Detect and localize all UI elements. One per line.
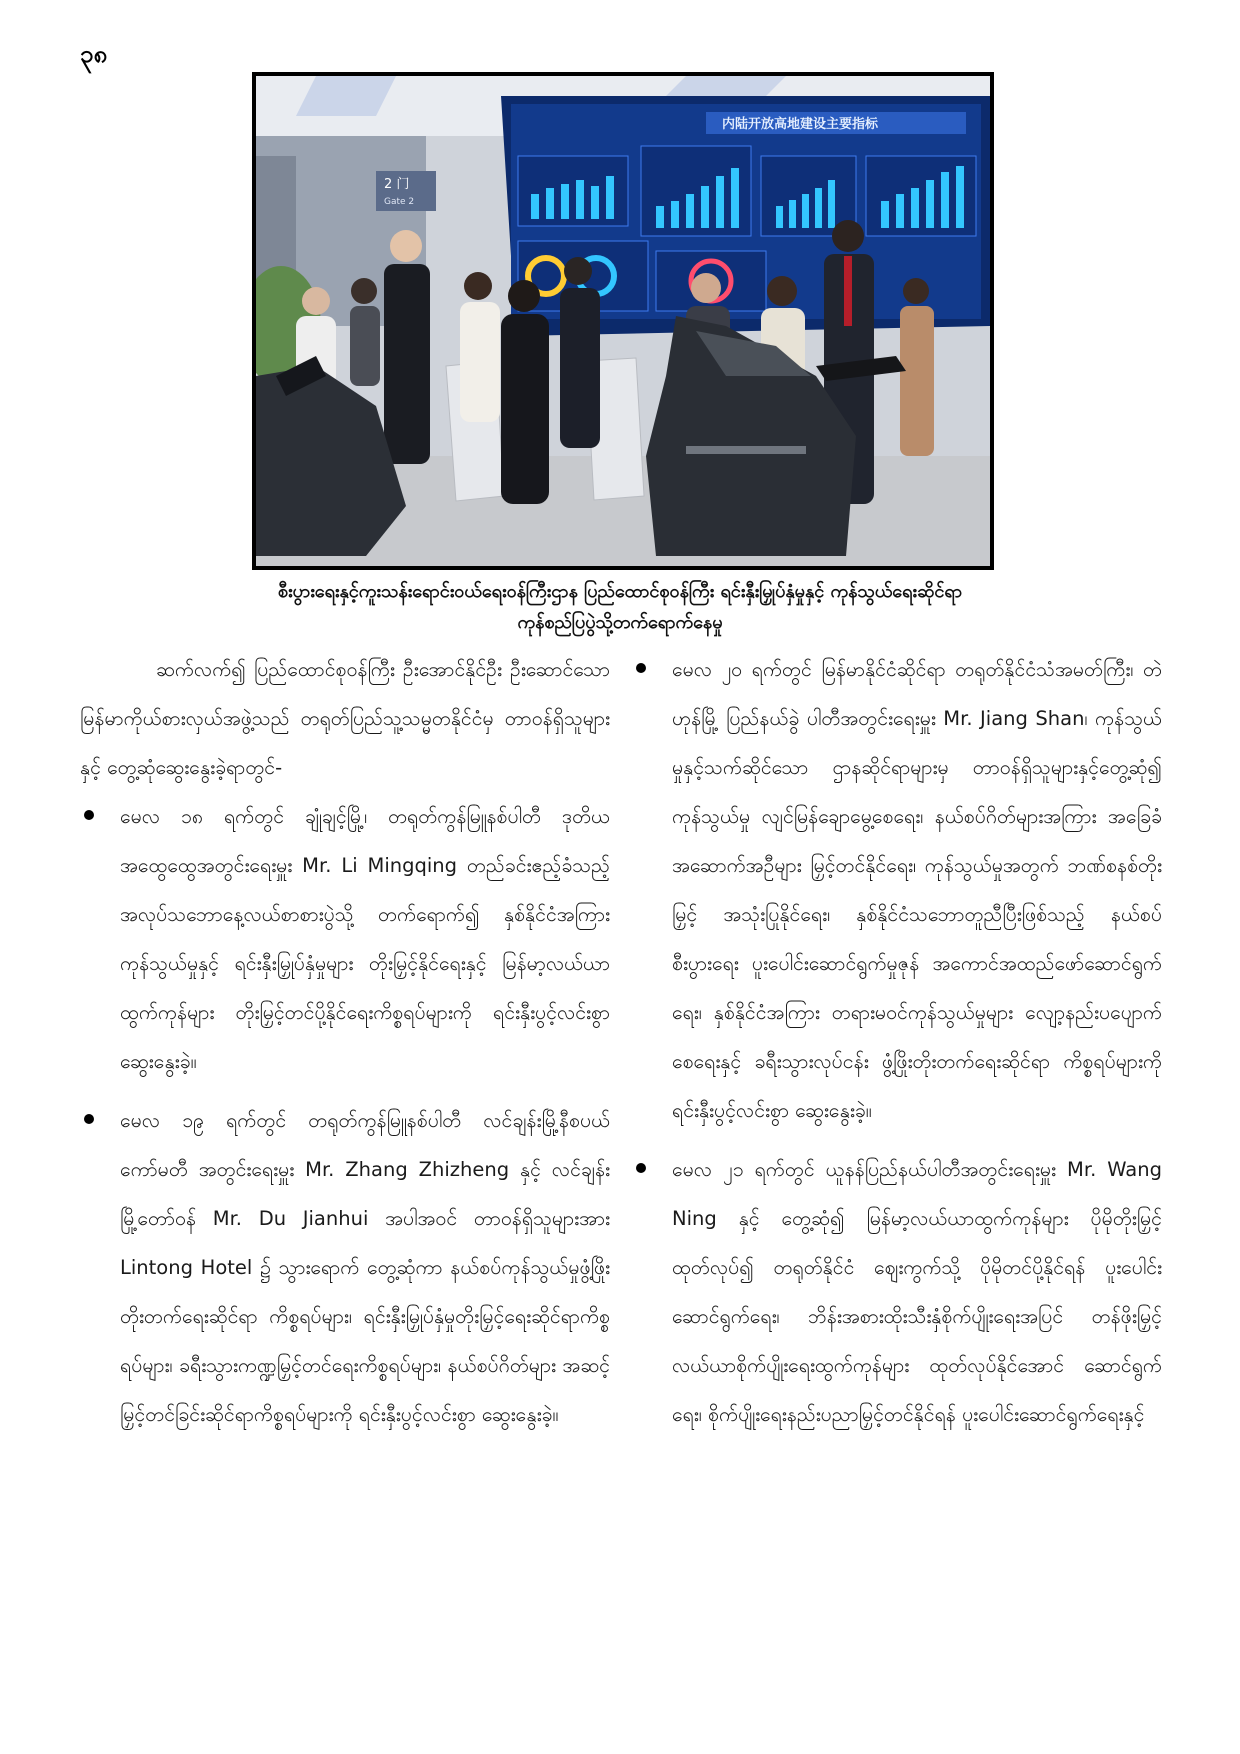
bullet-icon	[636, 1163, 646, 1173]
photo-caption	[150, 576, 1090, 638]
news-photo	[252, 72, 994, 570]
right-column	[632, 645, 1162, 1449]
list-item	[632, 645, 1162, 1135]
bullet-icon	[84, 1114, 94, 1124]
list-item-text: မေလ ၁၈ ရက်တွင် ချုံချင့်မြို့၊ တရုတ်ကွန်မြူနစ်ပါတီ ဒုတိယအထွေထွေအတွင်းရေးမှူး Mr. Li Mingqing တည်ခင်းဧည့်ခံသည့် အလုပ်သဘောနေ့လယ်စာစားပွဲသို့ တက်ရောက်၍ နှစ်နိုင်ငံအကြား ကုန်သွယ်မှုနှင့် ရင်းနှီးမြှုပ်နှံမှုများ တိုးမြှင့်နိုင်ရေးနှင့် မြန်မာ့လယ်ယာထွက်ကုန်များ တိုးမြှင့်တင်ပို့နိုင်ရေးကိစ္စရပ်များကို ရင်းနှီးပွင့်လင်းစွာ ဆွေးနွေးခဲ့။	[120, 805, 610, 1073]
list-item-text: မေလ ၁၉ ရက်တွင် တရုတ်ကွန်မြူနစ်ပါတီ လင်ချန်းမြို့နီစပယ်ကော်မတီ အတွင်းရေးမှူး Mr. Zhang Zhizheng နှင့် လင်ချန်းမြို့တော်ဝန် Mr. Du Jianhui အပါအဝင် တာဝန်ရှိသူများအား Lintong Hotel ၌ သွားရောက် တွေ့ဆုံကာ နယ်စပ်ကုန်သွယ်မှုဖွံ့ဖြိုးတိုးတက်ရေးဆိုင်ရာ ကိစ္စရပ်များ၊ ရင်းနှီးမြှုပ်နှံမှုတိုးမြှင့်ရေးဆိုင်ရာကိစ္စရပ်များ၊ ခရီးသွားကဏ္ဍမြှင့်တင်ရေးကိစ္စရပ်များ၊ နယ်စပ်ဂိတ်များ အဆင့်မြှင့်တင်ခြင်းဆိုင်ရာကိစ္စရပ်များကို ရင်းနှီးပွင့်လင်းစွာ ဆွေးနွေးခဲ့။	[120, 1109, 610, 1426]
list-item	[80, 792, 610, 1086]
exhibition-photo-illustration	[256, 76, 990, 566]
bullet-icon	[636, 663, 646, 673]
list-item	[80, 1096, 610, 1439]
bullet-icon	[84, 810, 94, 820]
left-bullet-list	[80, 792, 610, 1439]
caption-line-1: စီးပွားရေးနှင့်ကူးသန်းရောင်းဝယ်ရေးဝန်ကြီးဌာန ပြည်ထောင်စုဝန်ကြီး ရင်းနှီးမြှုပ်နှံမှုနှင့် ကုန်သွယ်ရေးဆိုင်ရာ	[277, 581, 963, 602]
left-column	[80, 645, 610, 1449]
intro-paragraph: ဆက်လက်၍ ပြည်ထောင်စုဝန်ကြီး ဦးအောင်နိုင်ဦး ဦးဆောင်သော မြန်မာကိုယ်စားလှယ်အဖွဲ့သည် တရုတ်ပြည်သူ့သမ္မတနိုင်ငံမှ တာဝန်ရှိသူများနှင့် တွေ့ဆုံဆွေးနွေးခဲ့ရာတွင်-	[80, 658, 610, 779]
list-item-text: မေလ ၂၁ ရက်တွင် ယူနန်ပြည်နယ်ပါတီအတွင်းရေးမှူး Mr. Wang Ning နှင့် တွေ့ဆုံ၍ မြန်မာ့လယ်ယာထွက်ကုန်များ ပိုမိုတိုးမြှင့်ထုတ်လုပ်၍ တရုတ်နိုင်ငံ ဈေးကွက်သို့ ပိုမိုတင်ပို့နိုင်ရန် ပူးပေါင်းဆောင်ရွက်ရေး၊ ဘိန်းအစားထိုးသီးနှံစိုက်ပျိုးရေးအပြင် တန်ဖိုးမြှင့်လယ်ယာစိုက်ပျိုးရေးထွက်ကုန်များ ထုတ်လုပ်နိုင်အောင် ဆောင်ရွက်ရေး၊ စိုက်ပျိုးရေးနည်းပညာမြှင့်တင်နိုင်ရန် ပူးပေါင်းဆောင်ရွက်ရေးနှင့်	[672, 1158, 1162, 1426]
gate-sub-label: Gate 2	[384, 197, 415, 207]
screen-title: 内陆开放高地建设主要指标	[722, 117, 879, 132]
right-bullet-list	[632, 645, 1162, 1439]
caption-line-2: ကုန်စည်ပြပွဲသို့တက်ရောက်နေမှု	[517, 612, 723, 633]
gate-label: 2 门	[384, 177, 410, 192]
list-item-text: မေလ ၂၀ ရက်တွင် မြန်မာနိုင်ငံဆိုင်ရာ တရုတ်နိုင်ငံသံအမတ်ကြီး၊ တဲဟုန်မြို့ ပြည်နယ်ခွဲ ပါတီအတွင်းရေးမှူး Mr. Jiang Shan၊ ကုန်သွယ်မှုနှင့်သက်ဆိုင်သော ဌာနဆိုင်ရာများမှ တာဝန်ရှိသူများနှင့်တွေ့ဆုံ၍ ကုန်သွယ်မှု လျင်မြန်ချောမွေ့စေရေး၊ နယ်စပ်ဂိတ်များအကြား အခြေခံအဆောက်အဦများ မြှင့်တင်နိုင်ရေး၊ ကုန်သွယ်မှုအတွက် ဘဏ်စနစ်တိုးမြှင့် အသုံးပြုနိုင်ရေး၊ နှစ်နိုင်ငံသဘောတူညီပြီးဖြစ်သည့် နယ်စပ်စီးပွားရေး ပူးပေါင်းဆောင်ရွက်မှုဇုန် အကောင်အထည်ဖော်ဆောင်ရွက်ရေး၊ နှစ်နိုင်ငံအကြား တရားမဝင်ကုန်သွယ်မှုများ လျော့နည်းပပျောက်စေရေးနှင့် ခရီးသွားလုပ်ငန်း ဖွံ့ဖြိုးတိုးတက်ရေးဆိုင်ရာ ကိစ္စရပ်များကို ရင်းနှီးပွင့်လင်းစွာ ဆွေးနွေးခဲ့။	[672, 658, 1162, 1122]
list-item	[632, 1145, 1162, 1439]
page-number: ၃၈	[80, 40, 108, 68]
